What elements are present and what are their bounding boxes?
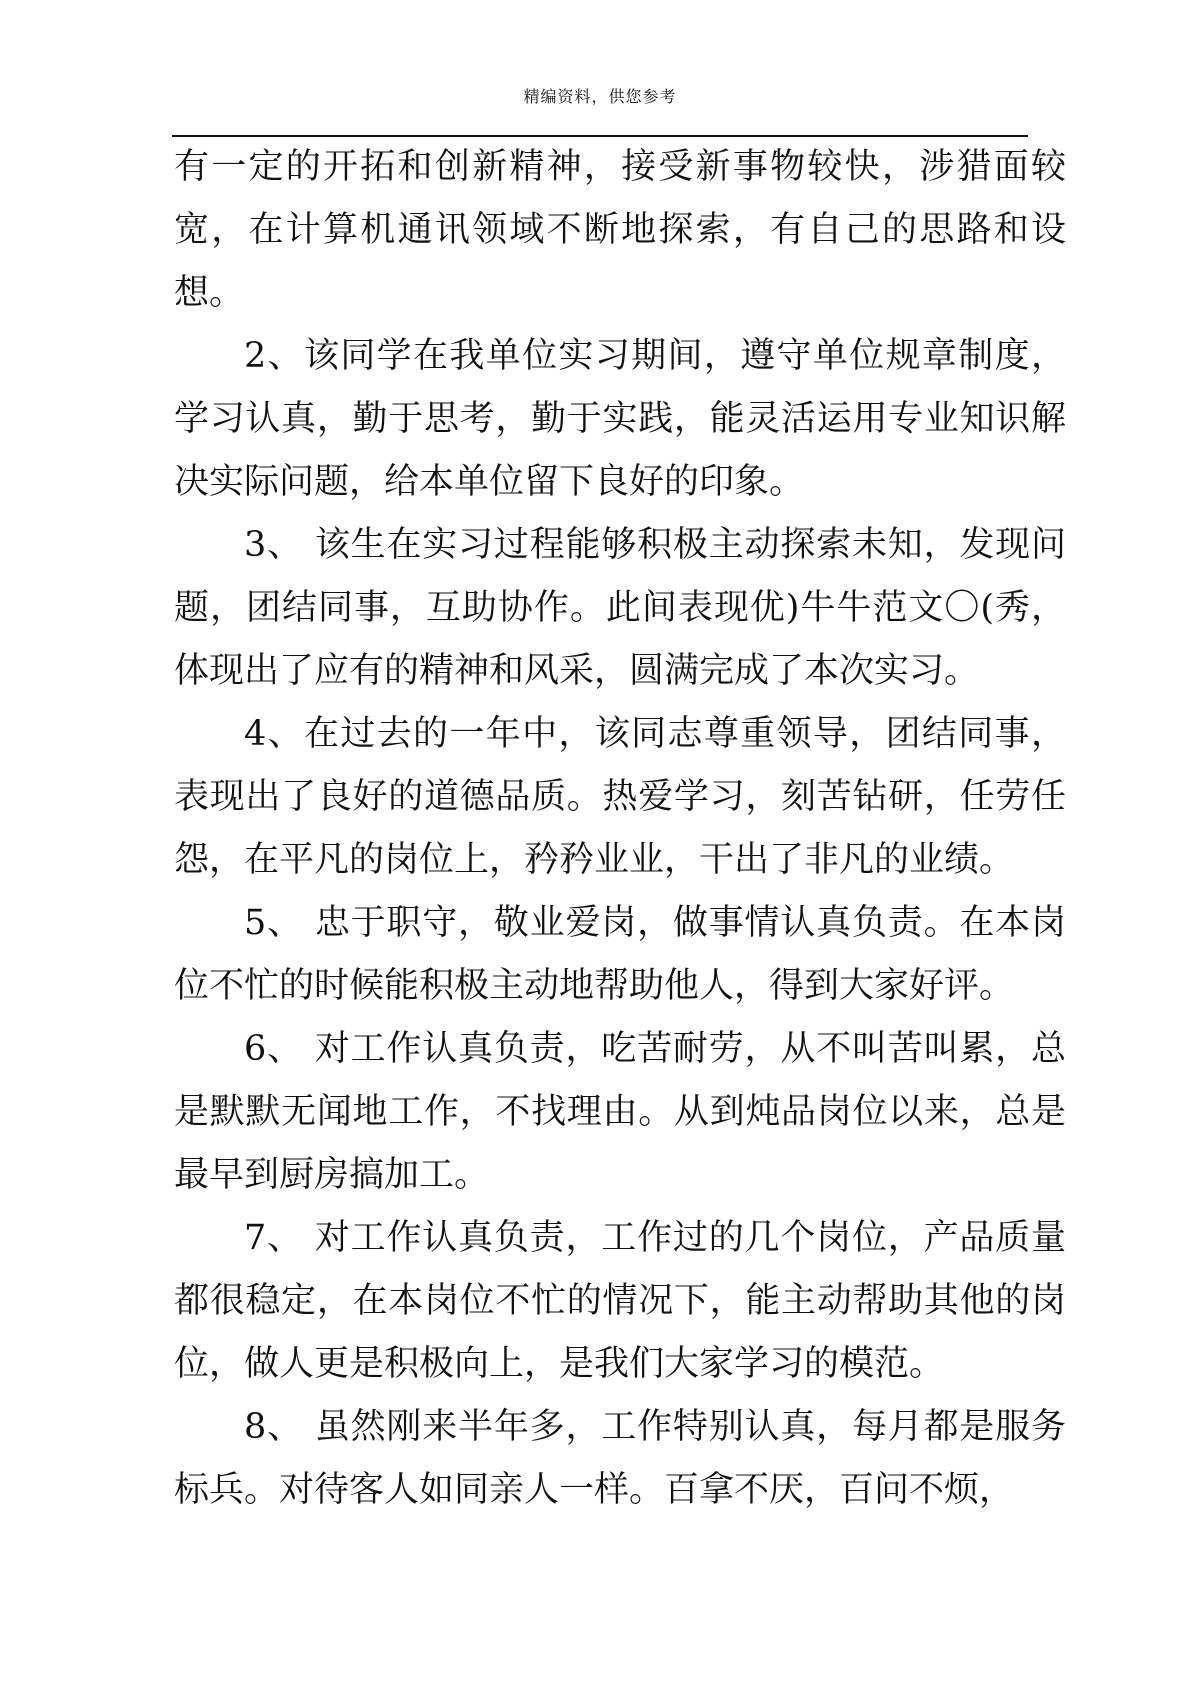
page-header: 精编资料，供您参考 [523,87,677,106]
paragraph-item-5: 5、 忠于职守，敬业爱岗，做事情认真负责。在本岗位不忙的时候能积极主动地帮助他人，得到大家好评。 [174,903,1066,1006]
document-body [174,136,1066,1522]
paragraph-item-2: 2、该同学在我单位实习期间，遵守单位规章制度，学习认真，勤于思考，勤于实践，能灵活运用专业知识解决实际问题，给本单位留下良好的印象。 [174,336,1066,502]
paragraph-continuation: 有一定的开拓和创新精神，接受新事物较快，涉猎面较宽，在计算机通讯领域不断地探索，有自己的思路和设想。 [174,147,1066,313]
paragraph-item-7: 7、 对工作认真负责，工作过的几个岗位，产品质量都很稳定，在本岗位不忙的情况下，能主动帮助其他的岗位，做人更是积极向上，是我们大家学习的模范。 [174,1218,1066,1384]
paragraph-item-3: 3、 该生在实习过程能够积极主动探索未知，发现问题，团结同事，互助协作。此间表现优)牛牛范文〇(秀，体现出了应有的精神和风采，圆满完成了本次实习。 [174,525,1066,691]
paragraph-item-6: 6、 对工作认真负责，吃苦耐劳，从不叫苦叫累，总是默默无闻地工作，不找理由。从到炖品岗位以来，总是最早到厨房搞加工。 [174,1029,1066,1195]
paragraph-item-4: 4、在过去的一年中，该同志尊重领导，团结同事，表现出了良好的道德品质。热爱学习，刻苦钻研，任劳任怨，在平凡的岗位上，矜矜业业，干出了非凡的业绩。 [174,714,1066,880]
paragraph-item-8: 8、 虽然刚来半年多，工作特别认真，每月都是服务标兵。对待客人如同亲人一样。百拿不厌，百问不烦， [174,1407,1066,1510]
